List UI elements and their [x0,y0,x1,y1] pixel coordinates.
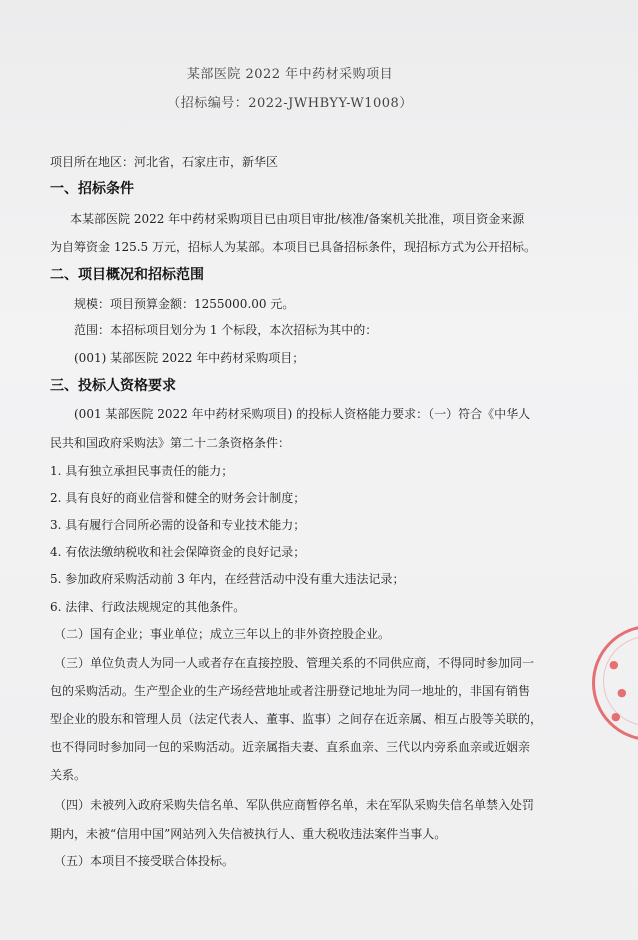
clause-4-line-2: 期内，未被“信用中国”网站列入失信被执行人、重大税收违法案件当事人。 [50,827,447,841]
section-1-heading: 一、招标条件 [50,181,134,197]
condition-item-1: 1. 具有独立承担民事责任的能力； [50,464,234,478]
seal-glyph: ● [609,658,619,671]
seal-glyph: ● [617,686,627,699]
tender-code: （招标编号：2022-JWHBYY-W1008） [167,96,413,111]
official-seal-stamp [592,625,638,741]
clause-3-line-5: 关系。 [50,768,87,782]
section-1-paragraph-line-2: 为自筹资金 125.5 万元，招标人为某部。本项目已具备招标条件，现招标方式为公开招标。 [50,240,536,254]
clause-3-line-2: 包的采购活动。生产型企业的生产场经营地址或者注册登记地址为同一地址的，非国有销售 [50,684,531,698]
clause-4-line-1: （四）未被列入政府采购失信名单、军队供应商暂停名单，未在军队采购失信名单禁入处罚 [54,798,535,812]
section-1-paragraph-line-1: 本某部医院 2022 年中药材采购项目已由项目审批/核准/备案机关批准，项目资金来源 [70,212,525,226]
condition-item-2: 2. 具有良好的商业信誉和健全的财务会计制度； [50,491,306,505]
clause-3-line-1: （三）单位负责人为同一人或者存在直接控股、管理关系的不同供应商，不得同时参加同一 [54,656,535,670]
clause-5: （五）本项目不接受联合体投标。 [54,854,235,868]
qualification-intro-line-1: (001 某部医院 2022 年中药材采购项目) 的投标人资格能力要求：（一）符合《中华人 [74,407,531,421]
project-region: 项目所在地区：河北省，石家庄市，新华区 [50,155,279,169]
condition-item-5: 5. 参加政府采购活动前 3 年内，在经营活动中没有重大违法记录； [50,572,405,586]
seal-glyph: ● [611,710,621,723]
condition-item-6: 6. 法律、行政法规规定的其他条件。 [50,600,246,614]
section-2-heading: 二、项目概况和招标范围 [50,267,204,283]
condition-item-3: 3. 具有履行合同所必需的设备和专业技术能力； [50,518,306,532]
lot-line: (001) 某部医院 2022 年中药材采购项目； [74,351,305,365]
section-3-heading: 三、投标人资格要求 [50,378,176,394]
clause-2: （二）国有企业；事业单位；成立三年以上的非外资控股企业。 [54,627,391,641]
budget-line: 规模：项目预算金额：1255000.00 元。 [74,297,295,311]
scope-line: 范围：本招标项目划分为 1 个标段，本次招标为其中的： [74,323,378,337]
qualification-intro-line-2: 民共和国政府采购法》第二十二条资格条件： [50,436,291,450]
clause-3-line-3: 型企业的股东和管理人员（法定代表人、董事、监事）之间存在近亲属、相互占股等关联的， [50,712,543,726]
condition-item-4: 4. 有依法缴纳税收和社会保障资金的良好记录； [50,545,306,559]
document-title: 某部医院 2022 年中药材采购项目 [186,67,394,82]
clause-3-line-4: 也不得同时参加同一包的采购活动。近亲属指夫妻、直系血亲、三代以内旁系血亲或近姻亲 [50,740,531,754]
